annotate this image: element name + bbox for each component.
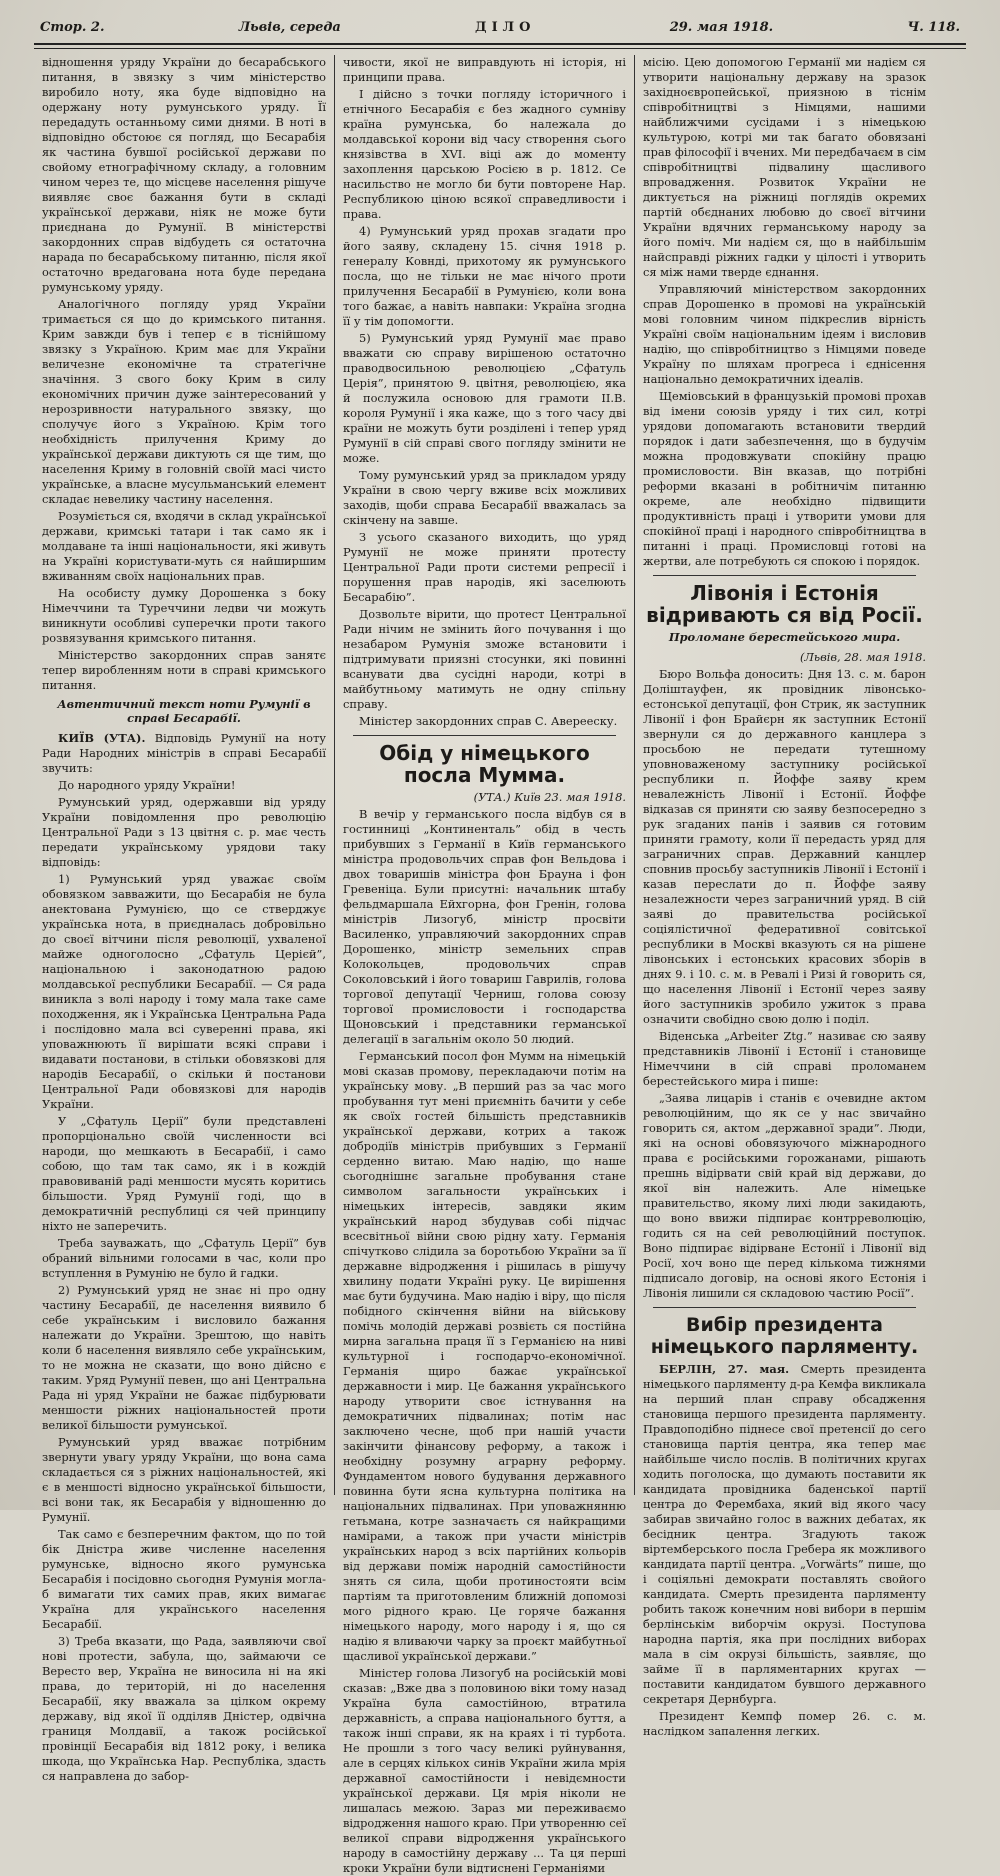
paragraph: Румунський уряд, одержавши від уряду України повідомлення про революцію Центральної Ради з 13 цвітня с. р. має честь передати українському урядови таку відповідь: [42,795,326,869]
page-number: Стор. 2. [40,20,105,35]
masthead [34,20,966,40]
issue-number: Ч. 118. [907,20,960,35]
columns [34,55,966,1875]
paragraph: Міністерство закордонних справ занятє тепер виробленням ноти в справі кримського питання. [42,648,326,692]
paragraph: 4) Румунський уряд прохав згадати про його заяву, складену 15. січня 1918 р. генералу Ковнді, прихотому як румунського посла, що не тільки не має нічого проти прилучення Бесарабії в Румунією, коли вона того бажає, а навіть навпаки: Україна згодна її у тім допомогти. [343,224,626,328]
paragraph: Треба зауважать, що „Сфатуль Церії” був обраний вільними голосами в час, коли про вступлення в Румунію не було й гадки. [42,1236,326,1280]
section-subtitle: Автентичний текст ноти Румунії в справі Бесарабії. [57,697,311,725]
article-headline: Лівонія і Естонія відривають ся від Росії. [646,581,923,627]
signature-line: Міністер закордонних справ С. Аверееску. [358,714,618,728]
paragraph: 1) Румунський уряд уважає своїм обовязком завважити, що Бесарабія не була анектована Румунією, що се стверджує українська нота, в приєдналась добровільно до своєї вітчини після революції, ухваленої майже одноголосно „Сфатуль Церієй”, національною і законодатною радою молдавської республики Бесарабії. — Ся рада виникла з волі народу і тому мала таке саме походження, як і Українська Центральна Рада і послідовно мала всі суверенні права, які уповажнюють її вирішати всякі справи і видавати постанови, в стільки обовязкові для народів Бесарабії, о скільки й постанови Центральної Ради обовязкові для народів України. [42,872,326,1111]
masthead-rule [34,43,966,49]
paragraph: З усього сказаного виходить, що уряд Румунії не може приняти протесту Центральної Ради проти системи репресії і порушення прав народів, які заселюють Бесарабію”. [343,530,626,604]
paragraph: чивости, якої не виправдують ні історія, ні принципи права. [343,55,626,84]
paragraph: Президент Кемпф помер 26. с. м. наслідком запалення легких. [643,1709,926,1738]
paragraph: відношення уряду України до бесарабського питання, в звязку з чим міністерство виробило ноту, яка буде відповідно на одержану ноту румунського уряду. Її передадуть останньому сими днями. В ноті в відповідно обстоює ся погляд, що Бесарабія як частина бувшої російської держави по свойому етнографічному складу, а головним чином через те, що місцеве населення рішуче виявляє своє бажання бути в складі української держави, ніяк не може бути приєднана до Румунії. В міністерстві закордонних справ відбудеть ся остаточна нарада по бесарабському питанню, після якої остаточно вредагована нота буде передана румунському уряду. [42,55,326,294]
newspaper-title: ДІЛО [475,20,536,35]
paragraph: Віденська „Arbeiter Ztg.” називає сю заяву представників Лівонії і Естонії і становище Німеччини в сій справі проломанем берестейського мира і пише: [643,1029,926,1088]
paragraph: 2) Румунський уряд не знає ні про одну частину Бесарабії, де населення виявило б себе українським і висловило бажання належати до України. Зрештою, що навіть коли б населення виявляло себе українським, то не можна не сказати, що воно дійсно є таким. Уряд Румунії певен, що ані Центральна Рада ні уряд України не бажає підбурювати меншости ріжних національностей проти великої більшости румунської. [42,1283,326,1432]
paragraph: Так само є безперечним фактом, що по той бік Дністра живе численне населення румунське, відносно якого румунська Бесарабія і посідовно сьогодня Румунія могла-б вимагати тих самих прав, яких вимагає Україна для українського населення Бесарабії. [42,1527,326,1631]
paragraph: Аналогічного погляду уряд України тримається ся що до кримського питання. Крим завжди був і тепер є в тіснійшому звязку з Україною. Крим має для України величезне економічне та стратегічне значіння. З свого боку Крим в силу економічних причин дуже заінтересований у нерозривности натурального звязку, що сполучує його з Україною. Крім того необхідність прилучення Криму до української держави диктують ся ще тим, що населення Криму в головній своїй масі чисто українське, а власне мусульманський елемент складає невелику частину населення. [42,297,326,506]
paragraph: місію. Цею допомогою Германії ми надієм ся утворити національну державу на зразок західноєвропейської, приязною в тіснім співробітництві з Німцями, нашими найближчими сусідами і з німецькою культурою, котрі ми так багато обовязані прав філософії і вчених. Ми передбачаєм в сім співробітництві підвалину щасливого впровадження. Розвиток України не диктується на ріжниці поглядів окремих партій обєднаних любовю до своєї вітчини України вдячних германському народу за його поміч. Ми надієм ся, що в найбільшім найсправді ріжних гадки у цілості і утворить ся між нами тверде єднання. [643,55,926,279]
paragraph: В вечір у германського посла відбув ся в гостинниці „Континенталь” обід в честь прибувших з Германії в Київ германського міністра продовольчих справ фон Вельдова і двох товаришів міністра фон Брауна і фон Гревеніца. Були присутні: начальник штабу фельдмаршала Ейхгорна, фон Гренін, голова міністрів Лизогуб, міністр просвіти Василенко, управляючий закордонних справ Дорошенко, міністр земельних справ Колокольцев, продовольчих справ Соколовський і його товариш Гаврилів, голова торгової депутації Черниш, голова союзу торгової промисловости і господарства Щоновський і представники германської делегації в загальнім около 50 людий. [343,807,626,1046]
paragraph: У „Сфатуль Церії” були представлені пропорціонально своїй численности всі народи, що мешкають в Бесарабії, і само собою, що там так само, як і в кождій правовиваній раді меншости мусять коритись більшости. Уряд Румунії годі, що в демократичній республиці ся чей принципу ніхто не заперечить. [42,1114,326,1233]
divider [653,1307,916,1308]
column-3 [634,55,934,1738]
place-day: Львів, середа [238,20,341,35]
paragraph: Дозвольте вірити, що протест Центральної Ради нічим не змінить його почування і що незабаром Румунія зможе встановити і підтримувати приязні стосунки, які повинні всанувати два сусідні народи, котрі в майбутньому матимуть не одну спільну справу. [343,607,626,711]
berlin-paragraph [643,1362,926,1707]
paragraph: Міністер голова Лизогуб на російській мові сказав: „Вже два з половиною віки тому назад Україна була самостійною, втратила державність, а справа національного буття, а також інші справи, як на краях і ті турбота. Не прошли з того часу великі руйнування, але в серцях кількох синів України жила мрія державної самостійности і невідємности української держави. Ця мрія ніколи не лишалась межою. Зараз ми переживаємо відродження нашого краю. При утворенню сеї великої справи відродження українського народу в самостійну державу ... Та ця перші кроки України були відтиснені Германіями [343,1666,626,1875]
column-1 [34,55,334,1783]
salutation: До народного уряду України! [57,778,236,792]
paragraph: І дійсно з точки погляду історичного і етнічного Бесарабія є без жадного сумніву країна румунська, бо належала до молдавської корони від часу створення сього князівства в XVI. віці аж до моменту захоплення царською Росією в р. 1812. Се насильство не могло би бути повторене Нар. Республикою ціною всякої справедливости і права. [343,87,626,221]
article-subtitle: Проломане берестейського мира. [668,630,901,644]
paragraph: „Заява лицарів і станів є очевидне актом революційним, що як се у нас звичайно говорить ся, актом „державної зради”. Люди, які на основі обовязуючого міжнародного права є російськими горожанами, рішають прешнь відірвати свій край від держави, до якої він належить. Але німецьке правительство, якому лихі люди закидають, що воно ввижи підпирає контрреволюцію, годить ся на сей революційний поступок. Воно підпирає відірване Естонії і Лівонії від Росії, хоч воно ще перед кількома тижнями підписало договір, на основі якого Естонія і Лівонія лишили ся складовою частию Росії”. [643,1091,926,1300]
paragraph: Розуміється ся, входячи в склад української держави, кримські татари і так само як і молдаване та інші національности, які живуть на Україні користувати-муть ся найширшим вживанням своїх національних прав. [42,509,326,583]
dateline-source: (УТА.) Київ 23. мая 1918. [473,790,626,804]
paragraph: Тому румунський уряд за прикладом уряду України в свою чергу вживе всіх можливих заходів, щоби справа Бесарабії вважалась за скінчену на завше. [343,468,626,527]
paragraph: Бюро Вольфа доносить: Дня 13. с. м. барон Доліштауфен, як провідник лівонсько-естонської депутації, фон Стрик, як заступник Лівонії і фон Брайєрн як заступник Естонії звернули ся до державного канцлера з просьбою не передати тутешному уповноваженому заступнику російської республики п. Йоффе заяву крем невалежність Лівонії і Естонії. Йоффе відказав ся приняти сю заяву безпосередно з рук згаданих панів і заявив ся готовим приняти грамоту, коли її передасть уряд для заграничних справ. Державний канцлер сповнив просьбу заступників Лівонії і Естонії і казав переслати до п. Йоффе заяву незалежности через заграничний уряд. В сій заяві до правительства російської соціялістичної федеративної совітської республики в Москві вказують ся на рішене лівонських і естонських красових зборів в днях 9. і 10. с. м. в Ревалі і Ризі й говорить ся, що населення Лівонії і Естонії через заяву його заступників зробило ужиток з права означити свобідно свою долю і поділ. [643,667,926,1026]
paragraph: На особисту думку Дорошенка з боку Німеччини та Туреччини ледви чи можуть виникнути особливі суперечки проти такого розвязування кримського питання. [42,586,326,645]
paragraph: Румунський уряд вважає потрібним звернути увагу уряду України, що вона сама складається ся з ріжних національностей, які є в меншості відносно української більшости, всі вони так, як Бесарабія у відношенню до Румунії. [42,1435,326,1524]
paragraph: Управляючий міністерством закордонних справ Дорошенко в промові на українській мові головним чином підкреслив вірність Україні своїм національним ідеям і висловив надію, що співробітництво з Німцями поведе Україну по шляхам прогреса і єднісення національно демократичних ідеалів. [643,282,926,386]
paragraph: Германський посол фон Мумм на німецькій мові сказав промову, перекладаючи потім на українську мову. „В перший раз за час мого пробування тут мені приємніть бачити у себе як своїх гостей більшість представників української держави, котрих а також добродіїв міністрів прибувших з Германії серденно витаю. Маю надію, що наше сьогоднішнє загальне пробування стане символом загальности українських і німецьких інтересів, завдяки яким український народ збудував собі підчас всесвітньої війни свою рідну хату. Германія спічутково слідила за боротьбою України за її державне відродження і рішилась в рішучу хвилину подати Україні руку. Це вирішення має бути будучина. Маю надію і віру, що після побідного скінчення війни на військову помічь молодій державі розвієть ся постійна мирна загальна праця її з Германією на ниві культурної і господарчо-економічної. Германія щиро бажає української державности і мир. Це бажання українського народу утворити своє істнування на демократичних підвалинах; потім нас заключено чесне, щоб при нашій участи закінчити фінансову реформу, а також і необхідну розумну аграрну реформу. Фундаментом нового будування державного повинна бути ясна культурна політика на національних підвалинах. При уповажнянню гетьмана, котре зазначаєть ся найкращими намірами, а також при участи міністрів українських народ з всіх партійних кольорів від держави поміж народній самостійности знять ся сила, щоби протиностояти всім партіям та приготовленим ближній допомозі мого рідного краю. Це горяче бажання німецького народу, мого народу і я, що ся надію я вливаючи чарку за проєкт майбутньої щасливої української держави.” [343,1049,626,1663]
article-headline: Вибір президента німецького парляменту. [650,1314,919,1358]
dateline-lead: КИЇВ (УТА). [57,731,146,745]
article-headline: Обід у німецького посла Мумма. [379,741,590,787]
paragraph: 3) Треба вказати, що Рада, заявляючи свої нові протести, забула, що, займаючи се Вересто вер, Україна не виносила ні на які права, до територій, ні до населення Бесарабії, яку вважала за цілком окрему державу, від якої її одділяв Дністер, одвічна границя Молдавії, а також російської провінції Бесарабія від 1812 року, і велика шкода, що Українська Нар. Республіка, здасть ся направлена до забор- [42,1634,326,1783]
divider [353,735,616,736]
divider [653,575,916,576]
dateline-body: Відповідь Румунії на ноту Ради Народних міністрів в справі Бесарабії звучить: [42,731,326,775]
paragraph: Щеміовський в французькій промові прохав від імени союзів уряду і тих сил, котрі урядови допомагають встановити твердий порядок і дати забезпечення, що в будучім можна продовжувати спокійну працю промисловости. Він вказав, що потрібні реформи вказані в робітничім питанню окреме, але необхідно підвищити продуктивність праці і утворити умови для спокійної праці і народного співробітництва в питанні і праці. Промисловці готові на жертви, але потребують ся спокою і порядок. [643,389,926,568]
dateline-body: Смерть президента німецького парляменту д-ра Кемфа викликала на перший план справу обсадження становища першого президента парляменту. Правдоподібно піднесе свої претенсії до сего становища партія центра, яка тепер має найбільше число послів. В політичних кругах ходить поголоска, що думають поставити як кандидата провідника баденської партії центра до Ферембаха, який від якого часу забирав звичайно голос в важних дебатах, як бесідник центра. Згадують також віртемберського посла Гребера як можливого кандидата партії центра. „Vorwärts” пише, що і соціяльні демократи поставлять свойого кандидата. Смерть президента парляменту робить також конечним нові вибори в першім берлінськім виборчім окрузі. Поступова народна партія, яка при послідних виборах мала в сім окрузі більшість, заявляє, що займе її в парляментарних кругах — поставити кандидатом бувшого державного секретаря Дернбурга. [643,1362,927,1706]
column-2 [334,55,634,1875]
issue-date: 29. мая 1918. [669,20,774,35]
dateline [343,790,626,805]
dateline [643,650,926,665]
dateline-source: (Львів, 28. мая 1918. [799,650,926,664]
paragraph: 5) Румунський уряд Румунії має право вважати сю справу вирішеною остаточно праводвосильною революцією „Сфатуль Церія”, принятою 9. цвітня, революцією, яка й послужила основою для грамоти ІІ.В. короля Румунії і яка каже, що з того часу дві країни не можуть бути розділені і тепер уряд Румунії в сій справі свого погляду змінити не може. [343,331,626,465]
dateline-lead: БЕРЛІН, 27. мая. [658,1362,790,1376]
kyiv-paragraph [42,731,326,776]
